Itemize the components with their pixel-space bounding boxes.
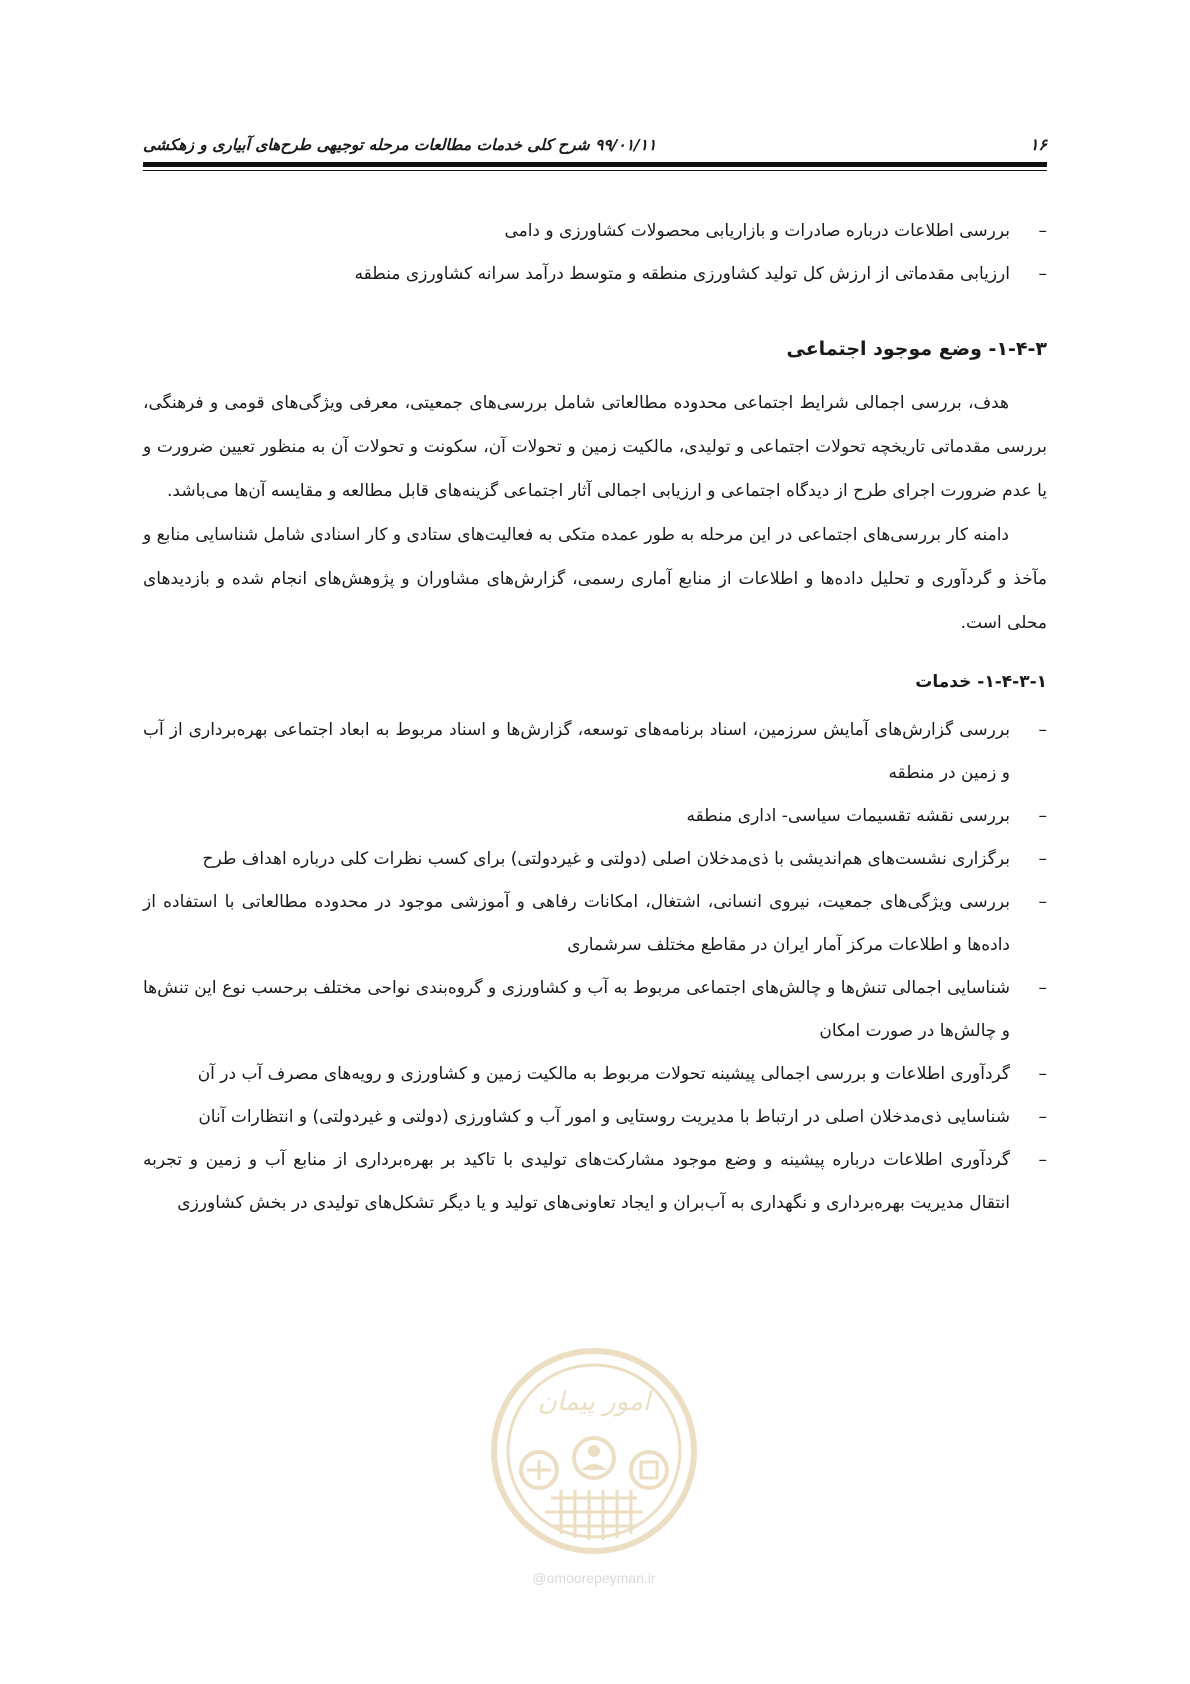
watermark-logo-text: امور پیمان <box>537 1387 651 1417</box>
page-content <box>143 210 1047 1225</box>
paragraph: دامنه کار بررسی‌های اجتماعی در این مرحله به طور عمده متکی به فعالیت‌های ستادی و کار اسنادی شامل شناسایی منابع و مآخذ و گردآوری و تحلیل داده‌ها و اطلاعات از منابع آماری رسمی، گزارش‌های مشاوران و پژوهش‌های انجام شده و بازدیدهای محلی است. <box>143 525 1047 633</box>
dash-bullet-icon: – <box>1038 264 1047 284</box>
dash-bullet-icon: – <box>1038 221 1047 241</box>
header-rule-thin <box>143 170 1047 171</box>
list-item: – ارزیابی مقدماتی از ارزش کل تولید کشاورزی منطقه و متوسط درآمد سرانه کشاورزی منطقه <box>143 253 1047 296</box>
services-bullet-list <box>143 709 1047 1225</box>
intro-bullet-list <box>143 210 1047 296</box>
dash-bullet-icon: – <box>1038 849 1047 869</box>
watermark-seal <box>481 1338 707 1600</box>
page-header <box>143 126 1047 154</box>
list-item: – برگزاری نشست‌های هم‌اندیشی با ذی‌مدخلان اصلی (دولتی و غیردولتی) برای کسب نظرات کلی درباره اهداف طرح <box>143 838 1047 881</box>
list-item: – بررسی ویژگی‌های جمعیت، نیروی انسانی، اشتغال، امکانات رفاهی و آموزشی موجود در محدوده مطالعاتی با استفاده از داده‌ها و اطلاعات مرکز آمار ایران در مقاطع مختلف سرشماری <box>143 881 1047 967</box>
paragraph: هدف، بررسی اجمالی شرایط اجتماعی محدوده مطالعاتی شامل بررسی‌های جمعیتی، معرفی ویژگی‌های قومی و فرهنگی، بررسی مقدماتی تاریخچه تحولات اجتماعی و تولیدی، مالکیت زمین و تحولات آن، سکونت و تحولات آن به منظور تعیین ضرورت و یا عدم ضرورت اجرای طرح از دیدگاه اجتماعی و ارزیابی اجمالی آثار اجتماعی گزینه‌های قابل مطالعه و مقایسه آن‌ها می‌باشد. <box>143 393 1047 501</box>
section-heading: ۱-۴-۳- وضع موجود اجتماعی <box>786 338 1047 360</box>
list-item: – بررسی اطلاعات درباره صادرات و بازاریابی محصولات کشاورزی و دامی <box>143 210 1047 253</box>
subsection-heading: ۱-۴-۳-۱- خدمات <box>915 672 1047 692</box>
page-number: ۱۶ <box>1029 135 1047 154</box>
list-item: – بررسی گزارش‌های آمایش سرزمین، اسناد برنامه‌های توسعه، گزارش‌ها و اسناد مربوط به ابعاد اجتماعی بهره‌برداری از آب و زمین در منطقه <box>143 709 1047 795</box>
list-item: – گردآوری اطلاعات درباره پیشینه و وضع موجود مشارکت‌های تولیدی با تاکید بر بهره‌برداری از منابع آب و زمین و تجربه انتقال مدیریت بهره‌برداری و نگهداری به آب‌بران و ایجاد تعاونی‌های تولید و یا دیگر تشکل‌های تولیدی در بخش کشاورزی <box>143 1139 1047 1225</box>
dash-bullet-icon: – <box>1038 978 1047 998</box>
dash-bullet-icon: – <box>1038 806 1047 826</box>
dash-bullet-icon: – <box>1038 1150 1047 1170</box>
header-title: ۹۹/۰۱/۱۱ شرح کلی خدمات مطالعات مرحله توجیهی طرح‌های آبیاری و زهکشی <box>143 136 657 154</box>
list-item: – شناسایی اجمالی تنش‌ها و چالش‌های اجتماعی مربوط به آب و کشاورزی و گروه‌بندی نواحی مختلف برحسب نوع این تنش‌ها و چالش‌ها در صورت امکان <box>143 967 1047 1053</box>
dash-bullet-icon: – <box>1038 1107 1047 1127</box>
dash-bullet-icon: – <box>1038 720 1047 740</box>
dash-bullet-icon: – <box>1038 1064 1047 1084</box>
dash-bullet-icon: – <box>1038 892 1047 912</box>
watermark-url: @omoorepeyman.ir <box>532 1570 656 1586</box>
list-item: – گردآوری اطلاعات و بررسی اجمالی پیشینه تحولات مربوط به مالکیت زمین و کشاورزی و رویه‌های مصرف آب در آن <box>143 1053 1047 1096</box>
list-item: – بررسی نقشه تقسیمات سیاسی- اداری منطقه <box>143 795 1047 838</box>
list-item: – شناسایی ذی‌مدخلان اصلی در ارتباط با مدیریت روستایی و امور آب و کشاورزی (دولتی و غیردولتی) و انتظارات آنان <box>143 1096 1047 1139</box>
watermark-logo-icon <box>481 1338 707 1564</box>
header-rule-thick <box>143 162 1047 167</box>
